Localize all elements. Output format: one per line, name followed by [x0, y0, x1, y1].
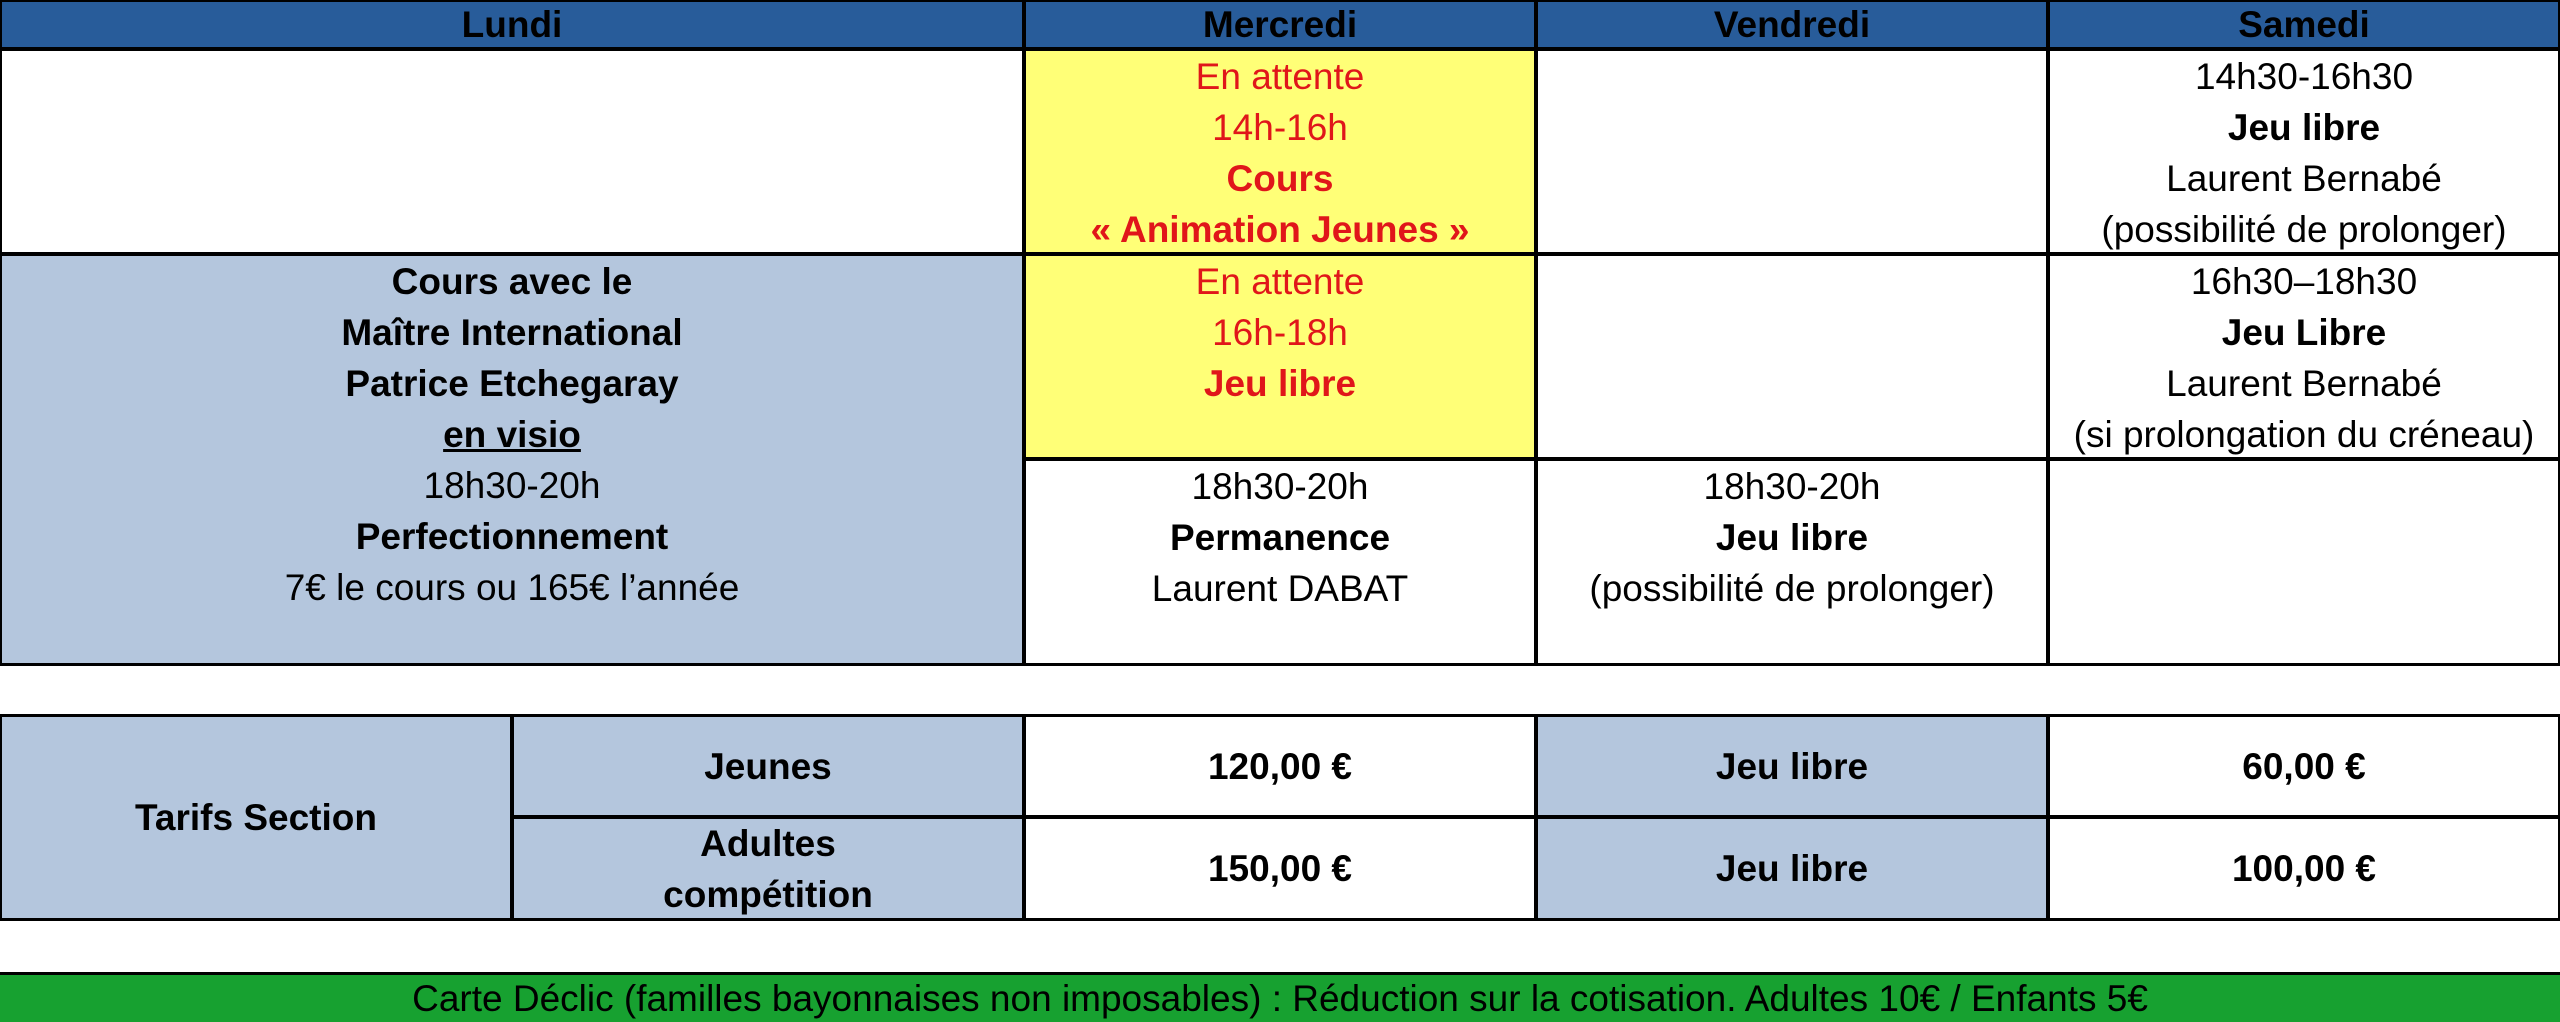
- tarifs-label-cell: [0, 714, 513, 921]
- vendredi-3-title: Jeu libre: [1715, 517, 1869, 558]
- tarifs-row1-category: [511, 714, 1025, 818]
- mercredi-3-person: Laurent DABAT: [1151, 568, 1409, 609]
- tarifs-row2-jeulibre-label: Jeu libre: [1715, 848, 1869, 889]
- mercredi-1-time: 14h-16h: [1212, 107, 1348, 148]
- tarifs-row2-price: [1023, 816, 1537, 921]
- samedi-slot-2: [2047, 253, 2560, 460]
- samedi-2-person: Laurent Bernabé: [2166, 363, 2442, 404]
- tarifs-row2-category-line2: compétition: [663, 873, 873, 915]
- mercredi-2-status: En attente: [1195, 261, 1365, 302]
- samedi-2-title: Jeu Libre: [2221, 312, 2387, 353]
- header-mercredi: [1023, 0, 1537, 50]
- header-lundi-label: Lundi: [461, 3, 563, 45]
- samedi-2-time: 16h30–18h30: [2190, 261, 2418, 302]
- carte-declic-banner: [0, 972, 2560, 1022]
- vendredi-slot-2: [1535, 253, 2049, 460]
- vendredi-slot-3: [1535, 458, 2049, 666]
- samedi-2-note: (si prolongation du créneau): [2073, 414, 2535, 455]
- header-samedi-label: Samedi: [2238, 3, 2370, 45]
- lundi-course-title: Perfectionnement: [355, 516, 669, 557]
- samedi-1-note: (possibilité de prolonger): [2101, 209, 2507, 250]
- lundi-course-line2: Maître International: [341, 312, 683, 353]
- tarifs-row1-price: [1023, 714, 1537, 818]
- mercredi-slot-3: [1023, 458, 1537, 666]
- mercredi-slot-1: [1023, 48, 1537, 255]
- mercredi-1-status: En attente: [1195, 56, 1365, 97]
- tarifs-row1-jeulibre-price-value: 60,00 €: [2242, 745, 2366, 787]
- tarifs-row1-jeulibre: [1535, 714, 2049, 818]
- mercredi-3-title: Permanence: [1169, 517, 1391, 558]
- header-samedi: [2047, 0, 2560, 50]
- samedi-slot-1: [2047, 48, 2560, 255]
- mercredi-2-time: 16h-18h: [1212, 312, 1348, 353]
- tarifs-row2-category: [511, 816, 1025, 921]
- samedi-1-person: Laurent Bernabé: [2166, 158, 2442, 199]
- lundi-course-line4: en visio: [443, 414, 581, 455]
- vendredi-3-time: 18h30-20h: [1703, 466, 1881, 507]
- tarifs-row1-category-line1: Jeunes: [704, 745, 832, 787]
- tarifs-row2-jeulibre-price-value: 100,00 €: [2231, 848, 2377, 889]
- mercredi-1-title: Cours: [1226, 158, 1334, 199]
- lundi-course-time: 18h30-20h: [423, 465, 601, 506]
- lundi-course-line1: Cours avec le: [391, 261, 633, 302]
- tarifs-row1-jeulibre-label: Jeu libre: [1715, 745, 1869, 787]
- samedi-1-title: Jeu libre: [2227, 107, 2381, 148]
- tarifs-label: Tarifs Section: [135, 797, 377, 838]
- lundi-course-cell: [0, 253, 1025, 666]
- lundi-course-price: 7€ le cours ou 165€ l’année: [284, 567, 740, 608]
- tarifs-row2-category-line1: Adultes: [700, 822, 836, 864]
- tarifs-row2-jeulibre: [1535, 816, 2049, 921]
- mercredi-slot-2: [1023, 253, 1537, 460]
- samedi-1-time: 14h30-16h30: [2194, 56, 2414, 97]
- tarifs-row1-jeulibre-price: [2047, 714, 2560, 818]
- mercredi-3-time: 18h30-20h: [1191, 466, 1369, 507]
- lundi-course-line3: Patrice Etchegaray: [345, 363, 679, 404]
- mercredi-1-subtitle: « Animation Jeunes »: [1090, 209, 1470, 250]
- vendredi-3-note: (possibilité de prolonger): [1589, 568, 1995, 609]
- tarifs-row1-price-value: 120,00 €: [1207, 745, 1353, 787]
- vendredi-slot-1: [1535, 48, 2049, 255]
- header-vendredi: [1535, 0, 2049, 50]
- header-vendredi-label: Vendredi: [1713, 3, 1871, 45]
- header-mercredi-label: Mercredi: [1202, 3, 1358, 45]
- header-lundi: [0, 0, 1025, 50]
- tarifs-row2-jeulibre-price: [2047, 816, 2560, 921]
- carte-declic-text: Carte Déclic (familles bayonnaises non imposables) : Réduction sur la cotisation. Adultes 10€ / Enfants 5€: [412, 977, 2148, 1019]
- samedi-slot-3: [2047, 458, 2560, 666]
- tarifs-row2-price-value: 150,00 €: [1207, 848, 1353, 889]
- mercredi-2-title: Jeu libre: [1203, 363, 1357, 404]
- lundi-slot-1: [0, 48, 1025, 255]
